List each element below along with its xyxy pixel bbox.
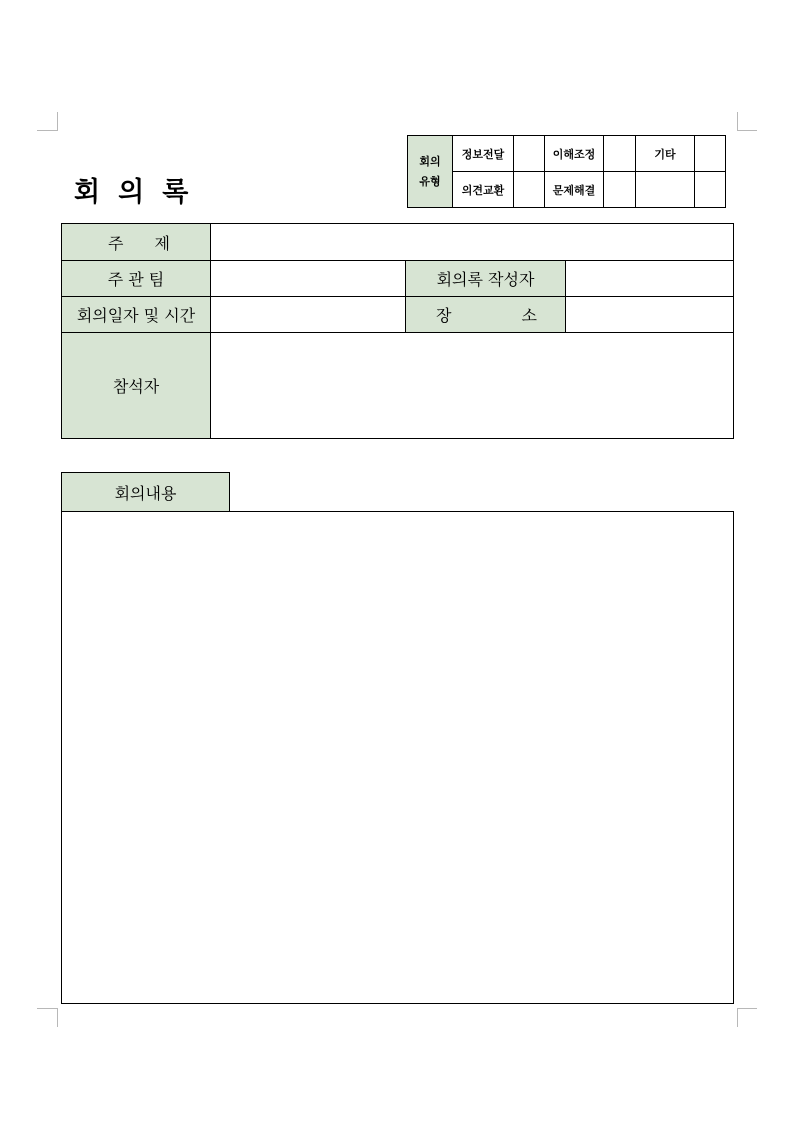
meeting-content-tab (61, 472, 230, 512)
team-label: 주 관 팀 (62, 261, 211, 297)
type-checkbox-mediation[interactable] (604, 136, 636, 172)
type-option-mediation: 이해조정 (545, 136, 604, 172)
type-blank-checkbox (695, 172, 726, 208)
document-title (74, 170, 206, 209)
writer-value[interactable] (566, 261, 734, 297)
place-label (406, 297, 566, 333)
title-char-1: 회 (74, 177, 103, 208)
title-char-2: 의 (118, 177, 147, 208)
type-checkbox-problem-solving[interactable] (604, 172, 636, 208)
datetime-label: 회의일자 및 시간 (62, 297, 211, 333)
place-label-b: 소 (521, 306, 537, 325)
meeting-type-label-line1: 회의 (419, 154, 441, 168)
type-checkbox-other[interactable] (695, 136, 726, 172)
crop-mark-bottom-left-v (57, 1008, 58, 1027)
datetime-value[interactable] (211, 297, 406, 333)
subject-value[interactable] (211, 224, 734, 261)
type-checkbox-opinion-exchange[interactable] (514, 172, 545, 208)
meeting-info-table (61, 223, 734, 439)
place-value[interactable] (566, 297, 734, 333)
title-char-3: 록 (162, 177, 191, 208)
crop-mark-top-left-v (57, 112, 58, 131)
writer-label: 회의록 작성자 (406, 261, 566, 297)
meeting-type-label-line2: 유형 (419, 174, 441, 188)
place-label-a: 장 (436, 306, 452, 325)
attendees-label: 참석자 (62, 333, 211, 439)
crop-mark-top-left-h (37, 130, 57, 131)
meeting-content-label: 회의내용 (114, 484, 177, 503)
type-option-opinion-exchange: 의견교환 (453, 172, 514, 208)
subject-label-a: 주 (108, 233, 124, 253)
subject-label (62, 224, 211, 261)
crop-mark-top-right-h (737, 130, 757, 131)
type-option-info-share: 정보전달 (453, 136, 514, 172)
attendees-value[interactable] (211, 333, 734, 439)
subject-label-b: 제 (154, 233, 170, 253)
team-value[interactable] (211, 261, 406, 297)
crop-mark-bottom-right-h (737, 1008, 757, 1009)
type-checkbox-info-share[interactable] (514, 136, 545, 172)
type-blank-cell (636, 172, 695, 208)
crop-mark-bottom-left-h (37, 1008, 57, 1009)
type-option-other: 기타 (636, 136, 695, 172)
meeting-content-area[interactable] (61, 511, 734, 1004)
meeting-type-table (407, 135, 726, 208)
meeting-type-label (408, 136, 453, 208)
crop-mark-bottom-right-v (737, 1008, 738, 1027)
type-option-problem-solving: 문제해결 (545, 172, 604, 208)
crop-mark-top-right-v (737, 112, 738, 131)
